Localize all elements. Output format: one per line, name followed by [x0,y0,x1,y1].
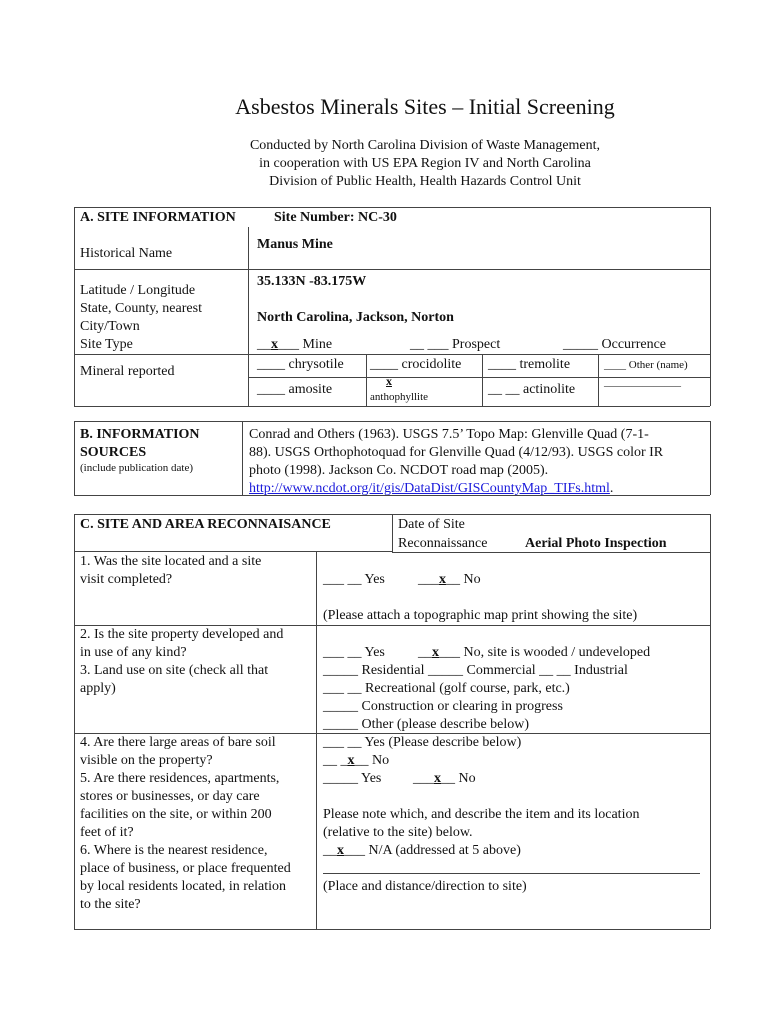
date-label-line-1: Date of Site [398,517,465,532]
q4-yes: ___ __ Yes (Please describe below) [323,735,522,750]
question-5-line-4: feet of it? [80,825,134,840]
q4-no: __ _x__ No [323,753,390,768]
q1-yes: ___ __ Yes [323,572,385,587]
q1-no: ___x__ No [418,572,481,587]
q3-option-recreational: ___ __ Recreational (golf course, park, etc.) [323,681,570,696]
section-b-note: (include publication date) [80,462,194,474]
subtitle-line-2: in cooperation with US EPA Region IV and North Carolina [259,156,591,171]
q6-note: (Place and distance/direction to site) [323,879,527,894]
q5-yes: _____ Yes [323,771,382,786]
question-6-line-4: to the site? [80,897,141,912]
question-5-line-1: 5. Are there residences, apartments, [80,771,280,786]
question-2-line-1: 2. Is the site property developed and [80,627,284,642]
question-3-line-2: apply) [80,681,116,696]
sources-line-3: photo (1998). Jackson Co. NCDOT road map (2005). [249,463,549,478]
q5-note-line-2: (relative to the site) below. [323,825,473,840]
q3-option-other: _____ Other (please describe below) [323,717,530,732]
latlong-value: 35.133N -83.175W [257,274,367,289]
question-6-line-3: by local residents located, in relation [80,879,287,894]
q6-answer-line [323,873,700,874]
location-label-line-2: City/Town [80,319,140,334]
question-2-line-2: in use of any kind? [80,645,187,660]
question-5-line-2: stores or businesses, or day care [80,789,260,804]
subtitle-line-3: Division of Public Health, Health Hazards Control Unit [269,174,581,189]
date-label-line-2: Reconnaissance [398,536,488,551]
site-type-occurrence: _____ Occurrence [563,337,667,352]
date-value: Aerial Photo Inspection [525,536,667,551]
location-label-line-1: State, County, nearest [80,301,202,316]
mineral-actinolite: __ __ actinolite [488,382,576,397]
question-4-line-1: 4. Are there large areas of bare soil [80,735,276,750]
question-5-line-3: facilities on the site, or within 200 [80,807,272,822]
sources-line-1: Conrad and Others (1963). USGS 7.5’ Topo Map: Glenville Quad (7-1- [249,427,649,442]
q5-note-line-1: Please note which, and describe the item and its location [323,807,640,822]
ncdot-gis-link[interactable]: http://www.ncdot.org/it/gis/DataDist/GISCountyMap_TIFs.html [249,481,610,496]
sources-line-4: http://www.ncdot.org/it/gis/DataDist/GISCountyMap_TIFs.html. [249,481,614,496]
q1-note: (Please attach a topographic map print showing the site) [323,608,638,623]
location-value: North Carolina, Jackson, Norton [257,310,454,325]
mineral-crocidolite: ____ crocidolite [370,357,462,372]
mineral-other: ____ Other (name) [604,359,688,371]
section-a-heading: A. SITE INFORMATION [80,210,236,225]
question-4-line-2: visible on the property? [80,753,213,768]
q3-option-residential-commercial-industrial: _____ Residential _____ Commercial __ __ Industrial [323,663,628,678]
q6-na: __x___ N/A (addressed at 5 above) [323,843,521,858]
question-6-line-2: place of business, or place frequented [80,861,291,876]
q2-yes: ___ __ Yes [323,645,385,660]
mineral-anthophyllite: anthophyllite [370,391,429,403]
site-number: Site Number: NC-30 [274,210,397,225]
mineral-chrysotile: ____ chrysotile [257,357,344,372]
q5-no: ___x__ No [413,771,476,786]
section-b-heading-line-2: SOURCES [80,445,147,460]
mineral-reported-label: Mineral reported [80,364,175,379]
q2-no: __x___ No, site is wooded / undeveloped [418,645,651,660]
mineral-tremolite: ____ tremolite [488,357,571,372]
site-type-mine: __x___ Mine [257,337,333,352]
mineral-other-blank: ______________ [604,376,681,388]
sources-line-2: 88). USGS Orthophotoquad for Glenville Quad (4/12/93). USGS color IR [249,445,664,460]
question-6-line-1: 6. Where is the nearest residence, [80,843,268,858]
subtitle-line-1: Conducted by North Carolina Division of Waste Management, [249,138,601,153]
historical-name-value: Manus Mine [257,237,333,252]
historical-name-label: Historical Name [80,246,173,261]
page-title: Asbestos Minerals Sites – Initial Screening [235,94,615,119]
section-c-heading: C. SITE AND AREA RECONNAISANCE [80,517,331,532]
latlong-label: Latitude / Longitude [80,283,196,298]
site-type-label: Site Type [80,337,133,352]
question-1-line-2: visit completed? [80,572,173,587]
q3-option-construction: _____ Construction or clearing in progress [323,699,563,714]
section-b-heading-line-1: B. INFORMATION [80,427,200,442]
question-3-line-1: 3. Land use on site (check all that [80,663,269,678]
mineral-amosite: ____ amosite [257,382,333,397]
site-type-prospect: __ ___ Prospect [410,337,501,352]
mineral-anthophyllite-mark: x [386,374,392,388]
question-1-line-1: 1. Was the site located and a site [80,554,262,569]
